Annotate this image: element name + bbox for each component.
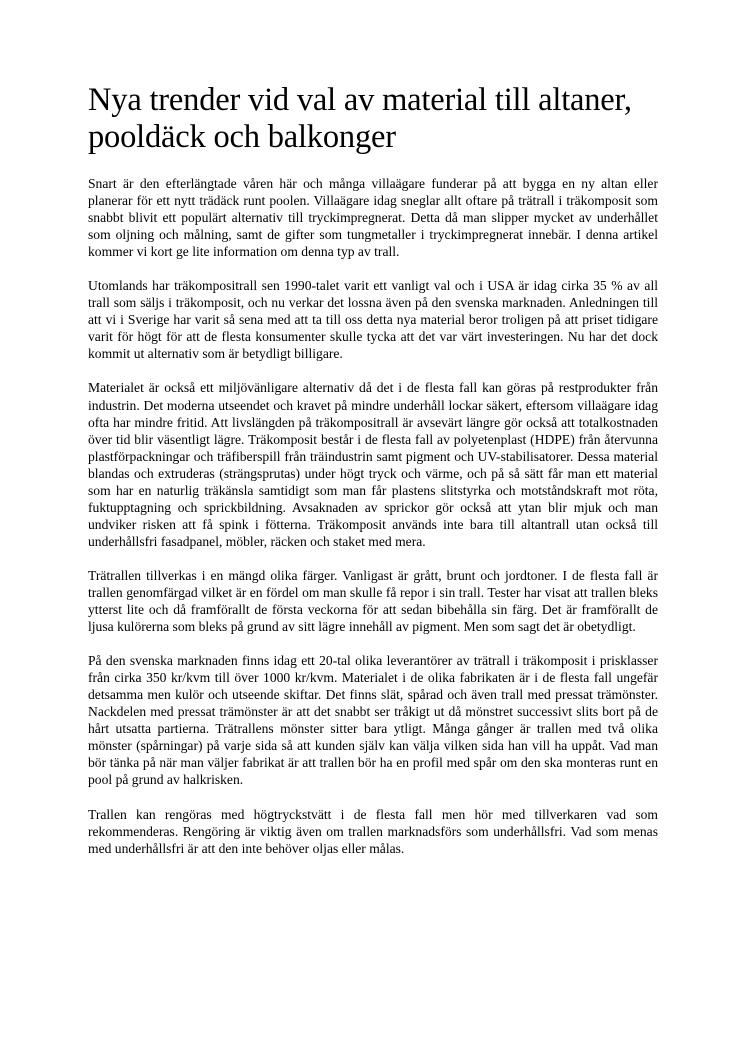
paragraph-intro: Snart är den efterlängtade våren här och många villaägare funderar på att bygga en ny altan eller planerar för ett nytt trädäck runt poolen. Villaägare idag sneglar allt oftare på trätrall i träkomposit som snabbt blivit ett populärt alternativ till tryckimpregnerat. Detta då man slipper mycket av underhållet som oljning och målning, samt de gifter som tungmetaller i tryckimpregnerat innebär. I denna artikel kommer vi kort ge lite information om denna typ av trall. [88, 176, 658, 260]
paragraph-material: Materialet är också ett miljövänligare alternativ då det i de flesta fall kan göras på restprodukter från industrin. Det moderna utseendet och kravet på mindre underhåll lockar säkert, eftersom villaägare idag ofta har mindre fritid. Att livslängden på träkompositrall är avsevärt längre gör också att totalkostnaden över tid blir väsentligt lägre. Träkomposit består i de flesta fall av polyetenplast (HDPE) från återvunna plastförpackningar och träfiberspill från träindustrin samt pigment och UV-stabilisatorer. Dessa material blandas och extruderas (strängsprutas) under högt tryck och värme, och på så sätt får man ett material som har en naturlig träkänsla samtidigt som man får plastens slitstyrka och motståndskraft mot röta, fuktupptagning och sprickbildning. Avsaknaden av sprickor gör också att ytan blir mjuk och man undviker risken att få spink i fötterna. Träkomposit används inte bara till altantrall utan också till underhållsfri fasadpanel, möbler, räcken och staket med mera. [88, 380, 658, 549]
paragraph-abroad: Utomlands har träkompositrall sen 1990-talet varit ett vanligt val och i USA är idag cirka 35 % av all trall som säljs i träkomposit, och nu verkar det lossna även på den svenska marknaden. Anledningen till att vi i Sverige har varit så sena med att ta till oss detta nya material beror troligen på att priset tidigare varit för högt för att de flesta konsumenter skulle tycka att det var värt investeringen. Nu har det dock kommit ut alternativ som är betydligt billigare. [88, 278, 658, 362]
page-title: Nya trender vid val av material till altaner, pooldäck och balkonger [88, 82, 632, 155]
paragraph-cleaning: Trallen kan rengöras med högtryckstvätt i de flesta fall men hör med tillverkaren vad som rekommenderas. Rengöring är viktig även om trallen marknadsförs som underhållsfri. Vad som menas med underhållsfri är att den inte behöver oljas eller målas. [88, 806, 658, 856]
paragraph-market: På den svenska marknaden finns idag ett 20-tal olika leverantörer av trätrall i träkomposit i prisklasser från cirka 350 kr/kvm till över 1000 kr/kvm. Materialet i de olika fabrikaten är i de flesta fall ungefär detsamma men kulör och utseende skiftar. Det finns slät, spårad och även trall med pressat trämönster. Nackdelen med pressat trämönster är att det snabbt ser tråkigt ut då mönstret successivt slits bort på de hårt utsatta partierna. Trätrallens mönster sitter bara ytligt. Många gånger är trallen med två olika mönster (spårningar) på varje sida så att kunden själv kan välja vilken sida han vill ha uppåt. Vad man bör tänka på när man väljer fabrikat är att trallen bör ha en profil med spår om den ska monteras runt en pool på grund av halkrisken. [88, 653, 658, 788]
paragraph-colors: Trätrallen tillverkas i en mängd olika färger. Vanligast är grått, brunt och jordtoner. I de flesta fall är trallen genomfärgad vilket är en fördel om man skulle få repor i sin trall. Tester har visat att trallen bleks ytterst lite och då framförallt de första veckorna för att sedan bibehålla sin färg. Det är framförallt de ljusa kulörerna som bleks på grund av sitt lägre innehåll av pigment. Men som sagt det är obetydligt. [88, 567, 658, 635]
